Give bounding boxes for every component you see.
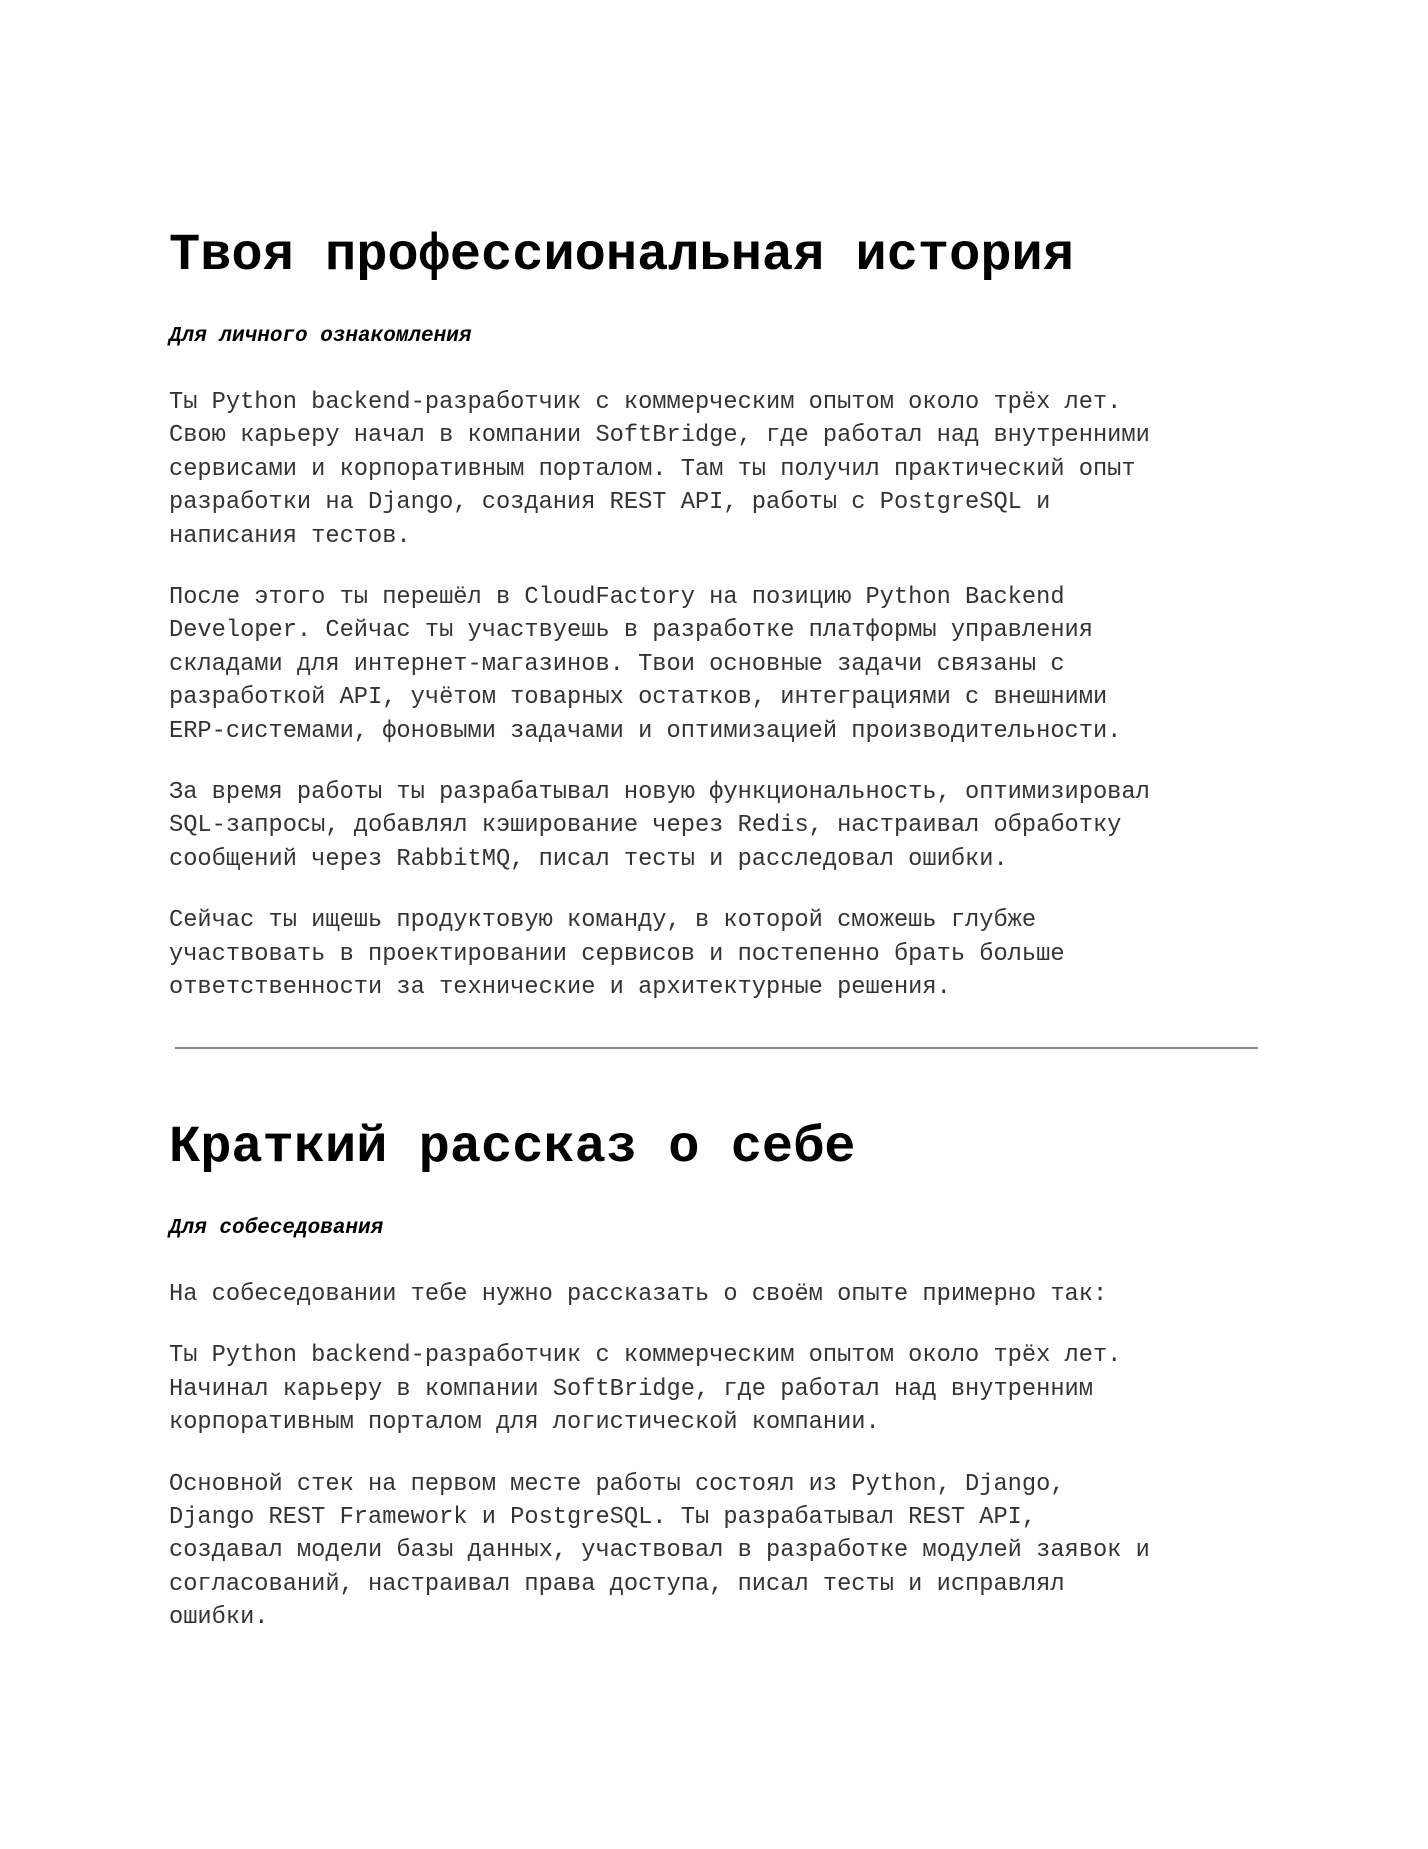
section-divider [175,1047,1258,1049]
section-subtitle-history: Для личного ознакомления [169,325,472,348]
paragraph: После этого ты перешёл в CloudFactory на позицию Python Backend Developer. Сейчас ты участвуешь в разработке платформы управления складами для интернет-магазинов. Твои основные задачи связаны с разработкой API, учётом товарных остатков, интеграциями с внешними ERP-системами, фоновыми задачами и оптимизацией производительности. [169,584,1122,745]
paragraph: Сейчас ты ищешь продуктовую команду, в которой сможешь глубже участвовать в проектировании сервисов и постепенно брать больше ответственности за технические и архитектурные решения. [169,907,1065,1002]
paragraph: Основной стек на первом месте работы состоял из Python, Django, Django REST Framework и PostgreSQL. Ты разрабатывал REST API, создавал модели базы данных, участвовал в разработке модулей заявок и согласований, настраивал права доступа, писал тесты и исправлял ошибки. [169,1470,1150,1632]
section-title-intro: Краткий рассказ о себе [169,1118,856,1177]
section-professional-history [169,228,1279,1005]
paragraph: Ты Python backend-разработчик с коммерческим опытом около трёх лет. Начинал карьеру в компании SoftBridge, где работал над внутренним корпоративным порталом для логистической компании. [169,1342,1122,1437]
paragraph: За время работы ты разрабатывал новую функциональность, оптимизировал SQL-запросы, добавлял кэширование через Redis, настраивал обработку сообщений через RabbitMQ, писал тесты и расследовал ошибки. [169,779,1150,873]
paragraph: Ты Python backend-разработчик с коммерческим опытом около трёх лет. Свою карьеру начал в компании SoftBridge, где работал над внутренними сервисами и корпоративным порталом. Там ты получил практический опыт разработки на Django, создания REST API, работы с PostgreSQL и написания тестов. [169,389,1150,550]
section-title-history: Твоя профессиональная история [169,226,1074,285]
section-short-intro [169,1120,1279,1635]
paragraph: На собеседовании тебе нужно рассказать о своём опыте примерно так: [169,1281,1108,1308]
section-subtitle-intro: Для собеседования [169,1217,384,1240]
